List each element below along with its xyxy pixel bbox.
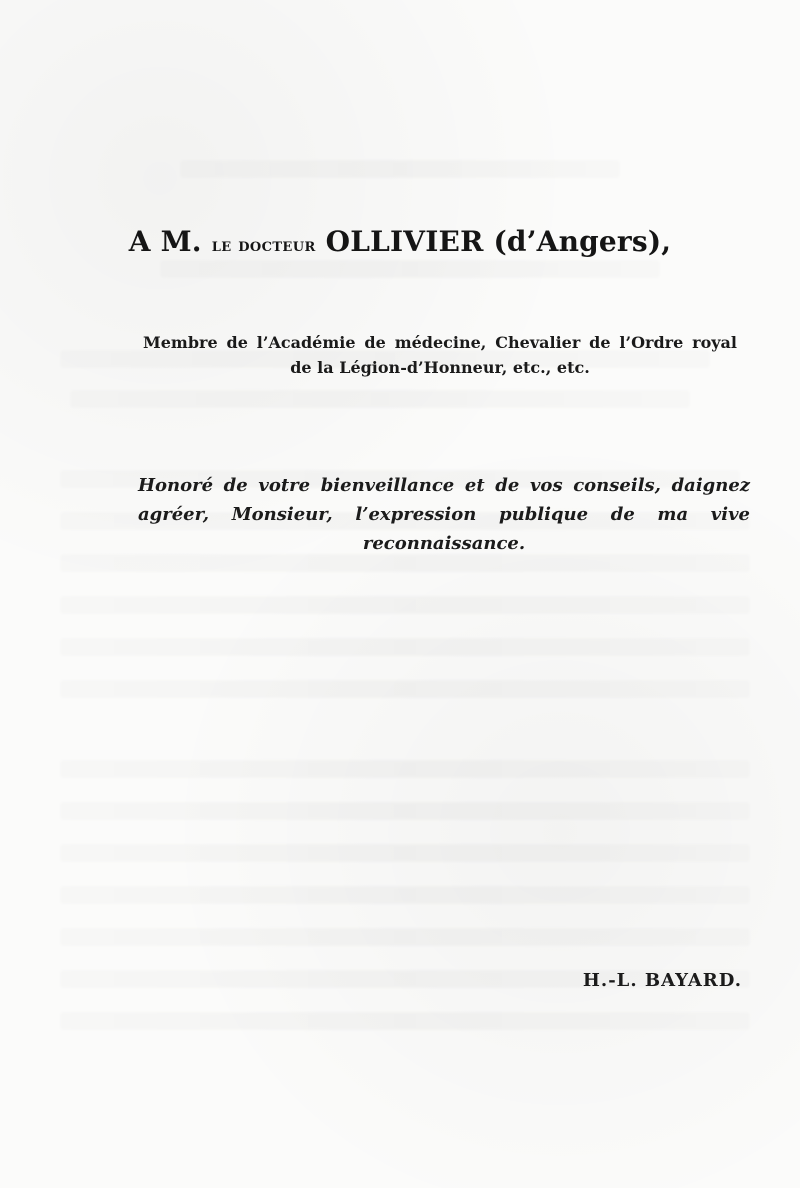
dedication-title: [0, 225, 800, 258]
dedication-honorific: le docteur: [211, 235, 316, 256]
dedication-prefix: A M.: [128, 225, 202, 258]
dedication-text: Honoré de votre bienveillance et de vos conseils, daignez agréer, Monsieur, l’expression publique de ma vive reconnaissance.: [138, 475, 750, 554]
show-through-text: [60, 140, 760, 1050]
dedication-name: OLLIVIER (d’Angers),: [325, 225, 672, 258]
dedicatee-titles: Membre de l’Académie de médecine, Chevalier de l’Ordre royal de la Légion-d’Honneur, etc., etc.: [143, 333, 737, 377]
signature: H.-L. BAYARD.: [582, 970, 742, 991]
